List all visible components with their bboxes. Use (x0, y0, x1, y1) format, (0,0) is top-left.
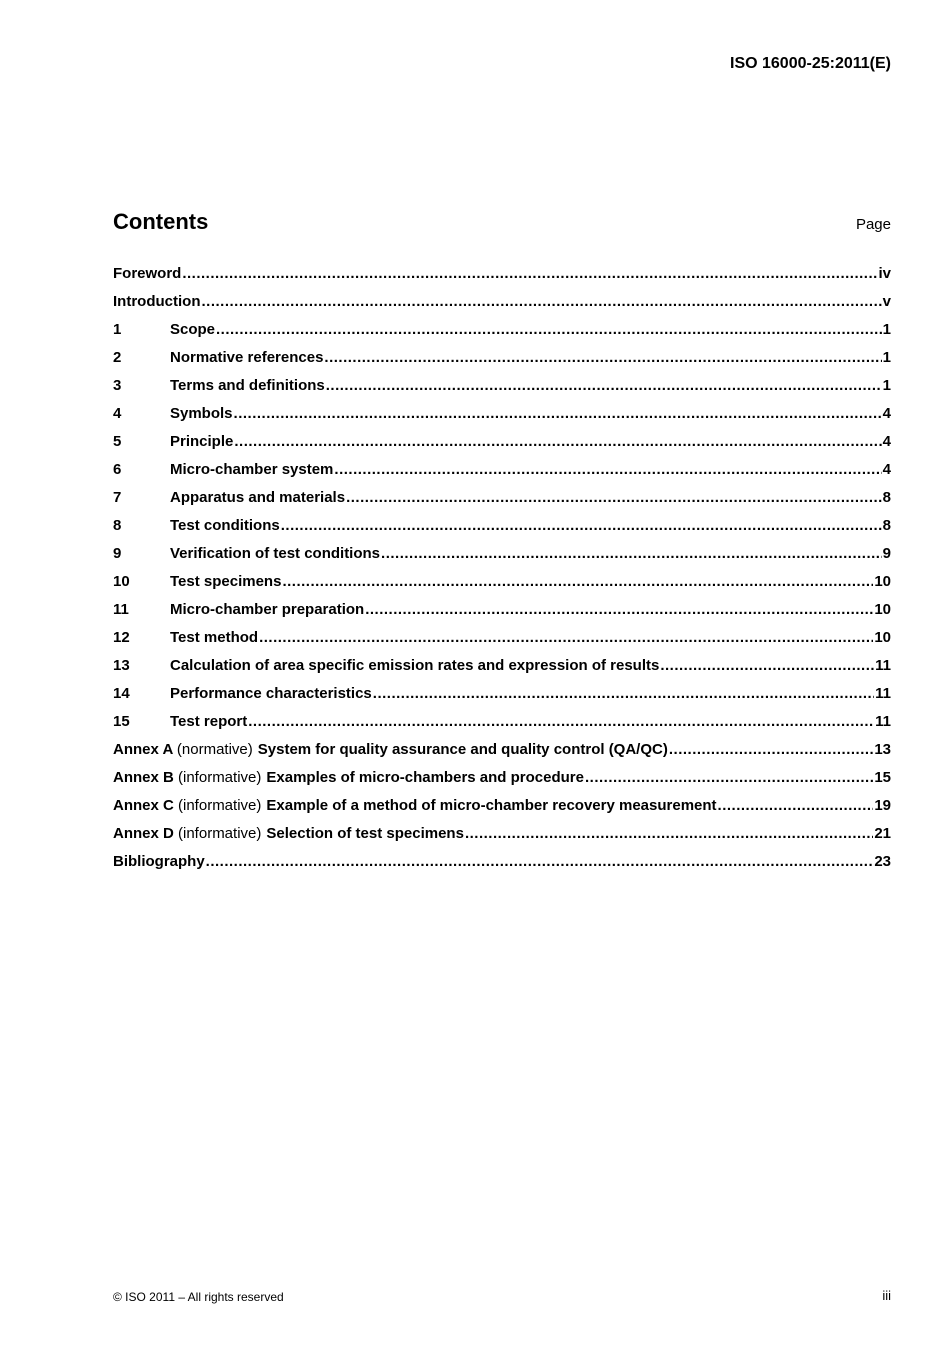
toc-entry-title (170, 405, 233, 422)
toc-dot-leader (281, 517, 882, 534)
toc-dot-leader (718, 797, 874, 814)
toc-title-text: Normative references (170, 349, 324, 366)
toc-annex-type: (informative) (178, 797, 262, 814)
toc-title-text: Example of a method of micro-chamber recovery measurement (266, 797, 717, 814)
toc-title-text: Test report (170, 713, 248, 730)
toc-entry-title (170, 657, 659, 674)
toc-dot-leader (324, 349, 881, 366)
toc-entry-page: 21 (874, 825, 891, 842)
toc-annex-label: Annex A (113, 741, 173, 758)
toc-entry-page: 8 (882, 517, 891, 534)
toc-entry-title (170, 685, 372, 702)
toc-title-text: Performance characteristics (170, 685, 372, 702)
toc-entry-page: 1 (882, 321, 891, 338)
toc-entry-title (170, 517, 280, 534)
toc-entry[interactable] (113, 741, 891, 769)
toc-dot-leader (669, 741, 873, 758)
toc-dot-leader (465, 825, 873, 842)
toc-entry-page: v (882, 293, 891, 310)
toc-entry-title (113, 825, 464, 842)
toc-entry-page: 15 (874, 769, 891, 786)
toc-title-text: Test method (170, 629, 259, 646)
toc-entry[interactable] (113, 433, 891, 461)
toc-entry-page: 10 (874, 573, 891, 590)
toc-dot-leader (248, 713, 874, 730)
toc-annex-label: Annex D (113, 825, 174, 842)
toc-entry[interactable] (113, 545, 891, 573)
toc-entry-title (113, 293, 200, 310)
toc-title-text: Micro-chamber system (170, 461, 334, 478)
toc-entry[interactable] (113, 405, 891, 433)
toc-entry-number: 5 (113, 433, 122, 450)
toc-entry[interactable] (113, 601, 891, 629)
toc-entry[interactable] (113, 377, 891, 405)
toc-dot-leader (182, 265, 877, 282)
toc-dot-leader (365, 601, 873, 618)
toc-entry[interactable] (113, 853, 891, 881)
toc-entry[interactable] (113, 769, 891, 797)
toc-dot-leader (234, 405, 882, 422)
toc-entry-title (170, 489, 345, 506)
toc-entry[interactable] (113, 629, 891, 657)
toc-entry[interactable] (113, 825, 891, 853)
toc-title-text: Terms and definitions (170, 377, 325, 394)
toc-title-text: Introduction (113, 293, 201, 310)
toc-entry-page: 10 (874, 629, 891, 646)
toc-dot-leader (259, 629, 873, 646)
toc-entry-title (170, 601, 364, 618)
toc-entry-page: 19 (874, 797, 891, 814)
toc-entry[interactable] (113, 657, 891, 685)
toc-title-text: Verification of test conditions (170, 545, 381, 562)
toc-entry-page: 11 (875, 685, 891, 702)
toc-annex-label: Annex C (113, 797, 174, 814)
toc-entry[interactable] (113, 797, 891, 825)
toc-dot-leader (206, 853, 874, 870)
toc-dot-leader (660, 657, 874, 674)
toc-dot-leader (381, 545, 882, 562)
toc-dot-leader (373, 685, 874, 702)
toc-entry-page: 8 (882, 489, 891, 506)
toc-entry-number: 10 (113, 573, 130, 590)
toc-entry-page: 4 (882, 461, 891, 478)
toc-entry-page: 13 (874, 741, 891, 758)
toc-entry[interactable] (113, 293, 891, 321)
toc-entry-number: 6 (113, 461, 122, 478)
contents-heading: Contents (113, 209, 209, 234)
toc-dot-leader (334, 461, 881, 478)
toc-title-text: Calculation of area specific emission rates and expression of results (170, 657, 660, 674)
toc-entry-title (170, 321, 215, 338)
toc-entry-number: 15 (113, 713, 130, 730)
toc-title-text: Bibliography (113, 853, 205, 870)
page-column-label: Page (855, 216, 891, 233)
toc-entry-page: 11 (875, 657, 891, 674)
toc-entry-number: 9 (113, 545, 122, 562)
toc-entry-title (170, 461, 333, 478)
toc-dot-leader (201, 293, 881, 310)
toc-dot-leader (585, 769, 873, 786)
toc-entry-page: 11 (875, 713, 891, 730)
toc-title-text: Test specimens (170, 573, 282, 590)
toc-entry-title (113, 797, 717, 814)
toc-dot-leader (282, 573, 873, 590)
footer-page-number: iii (882, 1288, 891, 1303)
toc-annex-label: Annex B (113, 769, 174, 786)
toc-entry-page: 1 (882, 349, 891, 366)
toc-entry-title (170, 629, 258, 646)
toc-annex-type: (informative) (178, 769, 262, 786)
toc-entry-page: 1 (882, 377, 891, 394)
toc-entry-number: 11 (113, 601, 129, 618)
toc-entry-title (113, 853, 205, 870)
toc-entry-number: 8 (113, 517, 122, 534)
toc-entry-title (170, 573, 281, 590)
toc-entry-page: 4 (882, 433, 891, 450)
toc-entry[interactable] (113, 489, 891, 517)
toc-entry[interactable] (113, 349, 891, 377)
toc-entry-title (170, 545, 380, 562)
toc-title-text: Symbols (170, 405, 233, 422)
toc-entry-number: 12 (113, 629, 130, 646)
toc-title-text: System for quality assurance and quality control (QA/QC) (257, 741, 668, 758)
toc-entry-number: 1 (113, 321, 122, 338)
toc-entry-number: 13 (113, 657, 130, 674)
document-id: ISO 16000-25:2011(E) (730, 55, 891, 72)
toc-entry-page: 4 (882, 405, 891, 422)
toc-title-text: Test conditions (170, 517, 280, 534)
table-of-contents (113, 265, 891, 881)
toc-entry-title (170, 433, 233, 450)
toc-title-text: Principle (170, 433, 234, 450)
toc-entry-title (170, 349, 323, 366)
toc-entry-title (170, 713, 247, 730)
toc-dot-leader (216, 321, 882, 338)
toc-entry[interactable] (113, 517, 891, 545)
toc-title-text: Micro-chamber preparation (170, 601, 365, 618)
toc-entry-page: 23 (874, 853, 891, 870)
toc-entry-number: 14 (113, 685, 130, 702)
toc-entry-page: 9 (882, 545, 891, 562)
toc-entry-number: 7 (113, 489, 122, 506)
toc-entry-title (113, 265, 181, 282)
toc-title-text: Foreword (113, 265, 182, 282)
toc-entry[interactable] (113, 713, 891, 741)
toc-entry-title (113, 741, 668, 758)
toc-annex-type: (normative) (176, 741, 253, 758)
toc-title-text: Examples of micro-chambers and procedure (266, 769, 584, 786)
toc-entry-number: 4 (113, 405, 122, 422)
toc-entry-number: 3 (113, 377, 122, 394)
toc-entry[interactable] (113, 265, 891, 293)
toc-entry-number: 2 (113, 349, 122, 366)
footer-copyright: © ISO 2011 – All rights reserved (113, 1290, 284, 1304)
toc-entry[interactable] (113, 461, 891, 489)
toc-dot-leader (326, 377, 882, 394)
toc-entry-title (113, 769, 584, 786)
toc-title-text: Scope (170, 321, 216, 338)
toc-title-text: Selection of test specimens (266, 825, 464, 842)
toc-dot-leader (234, 433, 881, 450)
toc-entry[interactable] (113, 321, 891, 349)
toc-entry-page: iv (878, 265, 891, 282)
toc-dot-leader (346, 489, 882, 506)
toc-title-text: Apparatus and materials (170, 489, 346, 506)
toc-annex-type: (informative) (178, 825, 262, 842)
toc-entry[interactable] (113, 685, 891, 713)
toc-entry-page: 10 (874, 601, 891, 618)
toc-entry-title (170, 377, 325, 394)
toc-entry[interactable] (113, 573, 891, 601)
